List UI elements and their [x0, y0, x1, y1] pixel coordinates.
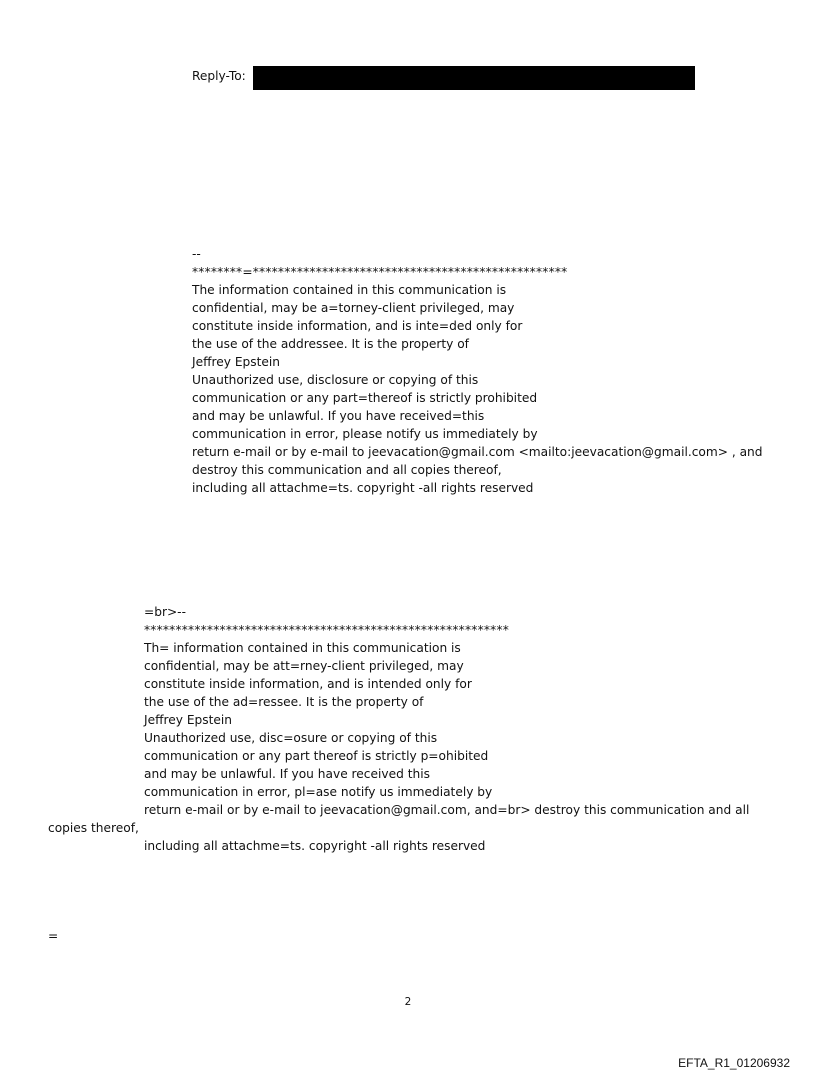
notice-2-line: Th= information contained in this communication is	[144, 641, 461, 655]
notice-2-line: confidential, may be att=rney-client privileged, may	[144, 659, 464, 673]
reply-to-label: Reply-To:	[192, 69, 246, 83]
confidentiality-notice-2	[144, 603, 749, 819]
notice-2-line: return e-mail or by e-mail to jeevacation@gmail.com, and=br> destroy this communication and all	[144, 803, 750, 817]
notice-1-line: The information contained in this communication is	[192, 283, 507, 297]
notice-2-line: the use of the ad=ressee. It is the property of	[144, 695, 424, 709]
notice-1-line: including all attachme=ts. copyright -all rights reserved	[192, 481, 534, 495]
confidentiality-notice-1	[192, 245, 763, 497]
separator-1: --	[192, 247, 201, 261]
notice-1-line: communication or any part=thereof is strictly prohibited	[192, 391, 538, 405]
notice-1-line: destroy this communication and all copies thereof,	[192, 463, 502, 477]
notice-2-line: Jeffrey Epstein	[144, 713, 232, 727]
notice-2-line: and may be unlawful. If you have received this	[144, 767, 430, 781]
notice-1-line: and may be unlawful. If you have received=this	[192, 409, 485, 423]
stars-line-2: **********************************************************	[144, 623, 510, 637]
notice-1-line: the use of the addressee. It is the property of	[192, 337, 469, 351]
notice-2-last-line: including all attachme=ts. copyright -all rights reserved	[144, 839, 486, 853]
page-number: 2	[404, 996, 412, 1008]
notice-2-line: communication in error, pl=ase notify us immediately by	[144, 785, 493, 799]
notice-1-line: Jeffrey Epstein	[192, 355, 280, 369]
notice-2-line: constitute inside information, and is intended only for	[144, 677, 472, 691]
trailing-equals: =	[48, 929, 59, 943]
notice-2-line: Unauthorized use, disc=osure or copying of this	[144, 731, 438, 745]
notice-1-line: constitute inside information, and is inte=ded only for	[192, 319, 523, 333]
notice-1-line: confidential, may be a=torney-client privileged, may	[192, 301, 515, 315]
notice-1-line: communication in error, please notify us immediately by	[192, 427, 538, 441]
stars-line-1: ********=**************************************************	[192, 265, 568, 279]
separator-2: =br>--	[144, 605, 186, 619]
notice-2-line: communication or any part thereof is strictly p=ohibited	[144, 749, 489, 763]
notice-1-line: return e-mail or by e-mail to jeevacation@gmail.com <mailto:jeevacation@gmail.com> , and	[192, 445, 763, 459]
notice-2-wrapped-line: copies thereof,	[48, 821, 139, 835]
bates-number: EFTA_R1_01206932	[678, 1056, 790, 1070]
redaction-bar	[253, 66, 695, 90]
notice-1-line: Unauthorized use, disclosure or copying of this	[192, 373, 479, 387]
